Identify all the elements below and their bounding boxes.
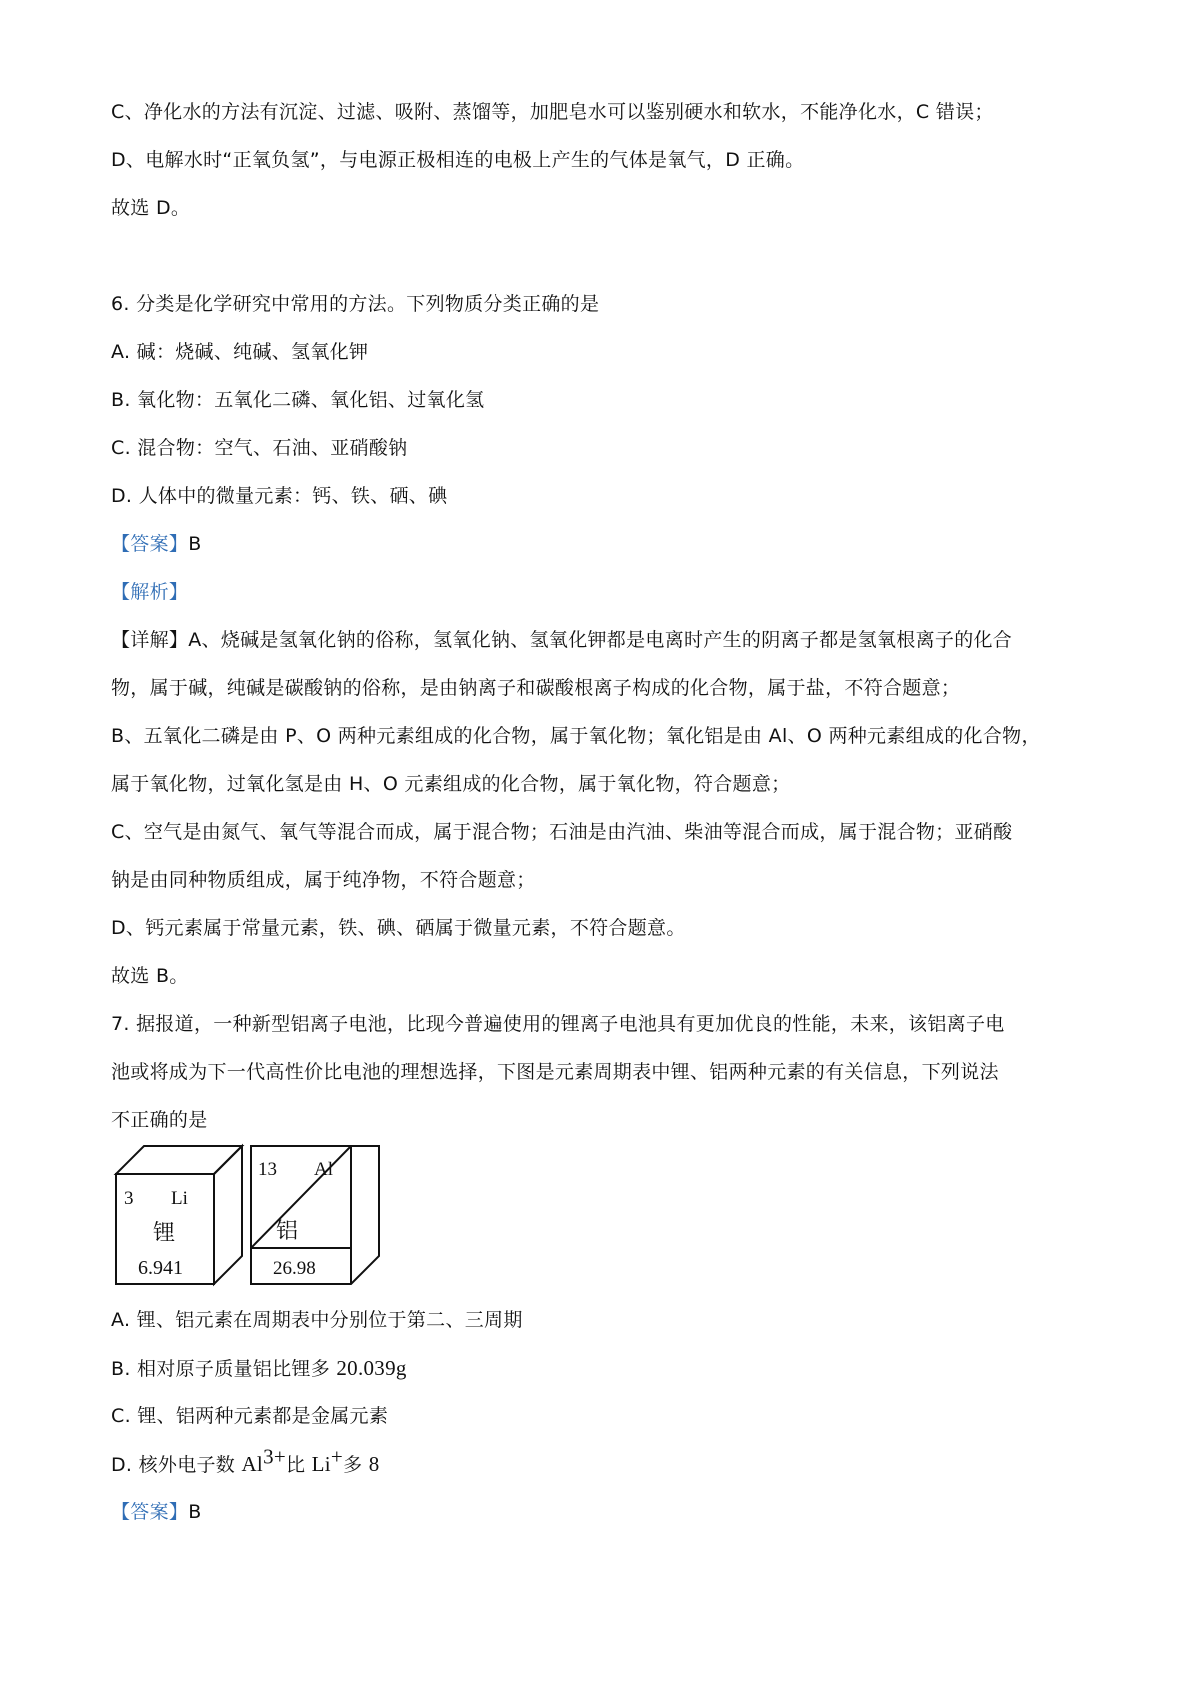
- option-d-suffix: 多: [343, 1454, 369, 1476]
- lithium-card: [116, 1146, 242, 1284]
- option-d-prefix: D. 核外电子数: [111, 1454, 242, 1476]
- q7-option-d: [111, 1444, 1104, 1479]
- li-name: 锂: [153, 1221, 176, 1246]
- ion-lithium-charge: +: [330, 1444, 344, 1469]
- q6-option-d: D. 人体中的微量元素：钙、铁、硒、碘: [111, 485, 448, 507]
- q6-detail-line-3: B、五氧化二磷是由 P、O 两种元素组成的化合物，属于氧化物；氧化铝是由 Al、O 两种元素组成的化合物，: [111, 725, 1041, 747]
- q7-answer: [111, 1498, 1104, 1526]
- q6-conclusion: 故选 B。: [111, 965, 189, 987]
- ion-aluminium: Al: [241, 1452, 264, 1476]
- q6-answer: [111, 530, 1104, 558]
- ion-lithium: Li: [311, 1452, 331, 1476]
- q7-stem-line-2: 池或将成为下一代高性价比电池的理想选择，下图是元素周期表中锂、铝两种元素的有关信息，下列说法: [111, 1061, 999, 1083]
- al-symbol: Al: [314, 1159, 333, 1180]
- option-d-number: 8: [368, 1452, 380, 1476]
- option-d-middle: 比: [286, 1454, 312, 1476]
- q6-detail-line-7: D、钙元素属于常量元素，铁、碘、硒属于微量元素，不符合题意。: [111, 917, 686, 939]
- ion-aluminium-charge: 3+: [263, 1444, 287, 1469]
- q6-analysis-tag: 【解析】: [111, 581, 189, 603]
- element-cards-svg: [111, 1138, 411, 1288]
- prev-option-d-explanation: D、电解水时“正氧负氢”，与电源正极相连的电极上产生的气体是氧气，D 正确。: [111, 149, 805, 171]
- answer-value: B: [188, 1501, 202, 1523]
- q6-detail-line-4: 属于氧化物，过氧化氢是由 H、O 元素组成的化合物，属于氧化物，符合题意；: [111, 773, 791, 795]
- option-b-text: B. 相对原子质量铝比锂多: [111, 1358, 337, 1380]
- li-symbol: Li: [171, 1188, 188, 1209]
- li-atomic-mass: 6.941: [138, 1257, 183, 1279]
- answer-tag: 【答案】: [111, 1501, 189, 1523]
- q6-detail-line-5: C、空气是由氮气、氧气等混合而成，属于混合物；石油是由汽油、柴油等混合而成，属于混合物；亚硝酸: [111, 821, 1013, 843]
- aluminium-card: [251, 1138, 379, 1284]
- q6-detail-line-6: 钠是由同种物质组成，属于纯净物，不符合题意；: [111, 869, 536, 891]
- q6-option-c: C. 混合物：空气、石油、亚硝酸钠: [111, 437, 408, 459]
- q7-option-a: A. 锂、铝元素在周期表中分别位于第二、三周期: [111, 1309, 523, 1331]
- option-b-value: 20.039g: [336, 1356, 407, 1380]
- al-name: 铝: [276, 1219, 299, 1244]
- element-cards-figure: [111, 1138, 411, 1288]
- detail-text: A、烧碱是氢氧化钠的俗称，氢氧化钠、氢氧化钾都是电离时产生的阴离子都是氢氧根离子的化合: [188, 629, 1013, 651]
- al-atomic-mass: 26.98: [273, 1258, 316, 1279]
- q6-stem: 6. 分类是化学研究中常用的方法。下列物质分类正确的是: [111, 293, 600, 315]
- q6-detail-line-1: [111, 626, 1104, 654]
- answer-value: B: [188, 533, 202, 555]
- prev-option-c-explanation: C、净化水的方法有沉淀、过滤、吸附、蒸馏等，加肥皂水可以鉴别硬水和软水，不能净化水，C 错误；: [111, 101, 994, 123]
- al-atomic-number: 13: [258, 1159, 277, 1180]
- prev-conclusion: 故选 D。: [111, 197, 191, 219]
- q7-option-b: [111, 1354, 1104, 1383]
- answer-tag: 【答案】: [111, 533, 189, 555]
- q6-detail-line-2: 物，属于碱，纯碱是碳酸钠的俗称，是由钠离子和碳酸根离子构成的化合物，属于盐，不符合题意；: [111, 677, 961, 699]
- detail-tag: 【详解】: [111, 629, 189, 651]
- q7-option-c: C. 锂、铝两种元素都是金属元素: [111, 1405, 389, 1427]
- q7-stem-line-3: 不正确的是: [111, 1109, 208, 1131]
- li-atomic-number: 3: [124, 1188, 134, 1209]
- q6-option-a: A. 碱：烧碱、纯碱、氢氧化钾: [111, 341, 369, 363]
- q6-option-b: B. 氧化物：五氧化二磷、氧化铝、过氧化氢: [111, 389, 485, 411]
- q7-stem-line-1: 7. 据报道，一种新型铝离子电池，比现今普遍使用的锂离子电池具有更加优良的性能，未来，该铝离子电: [111, 1013, 1005, 1035]
